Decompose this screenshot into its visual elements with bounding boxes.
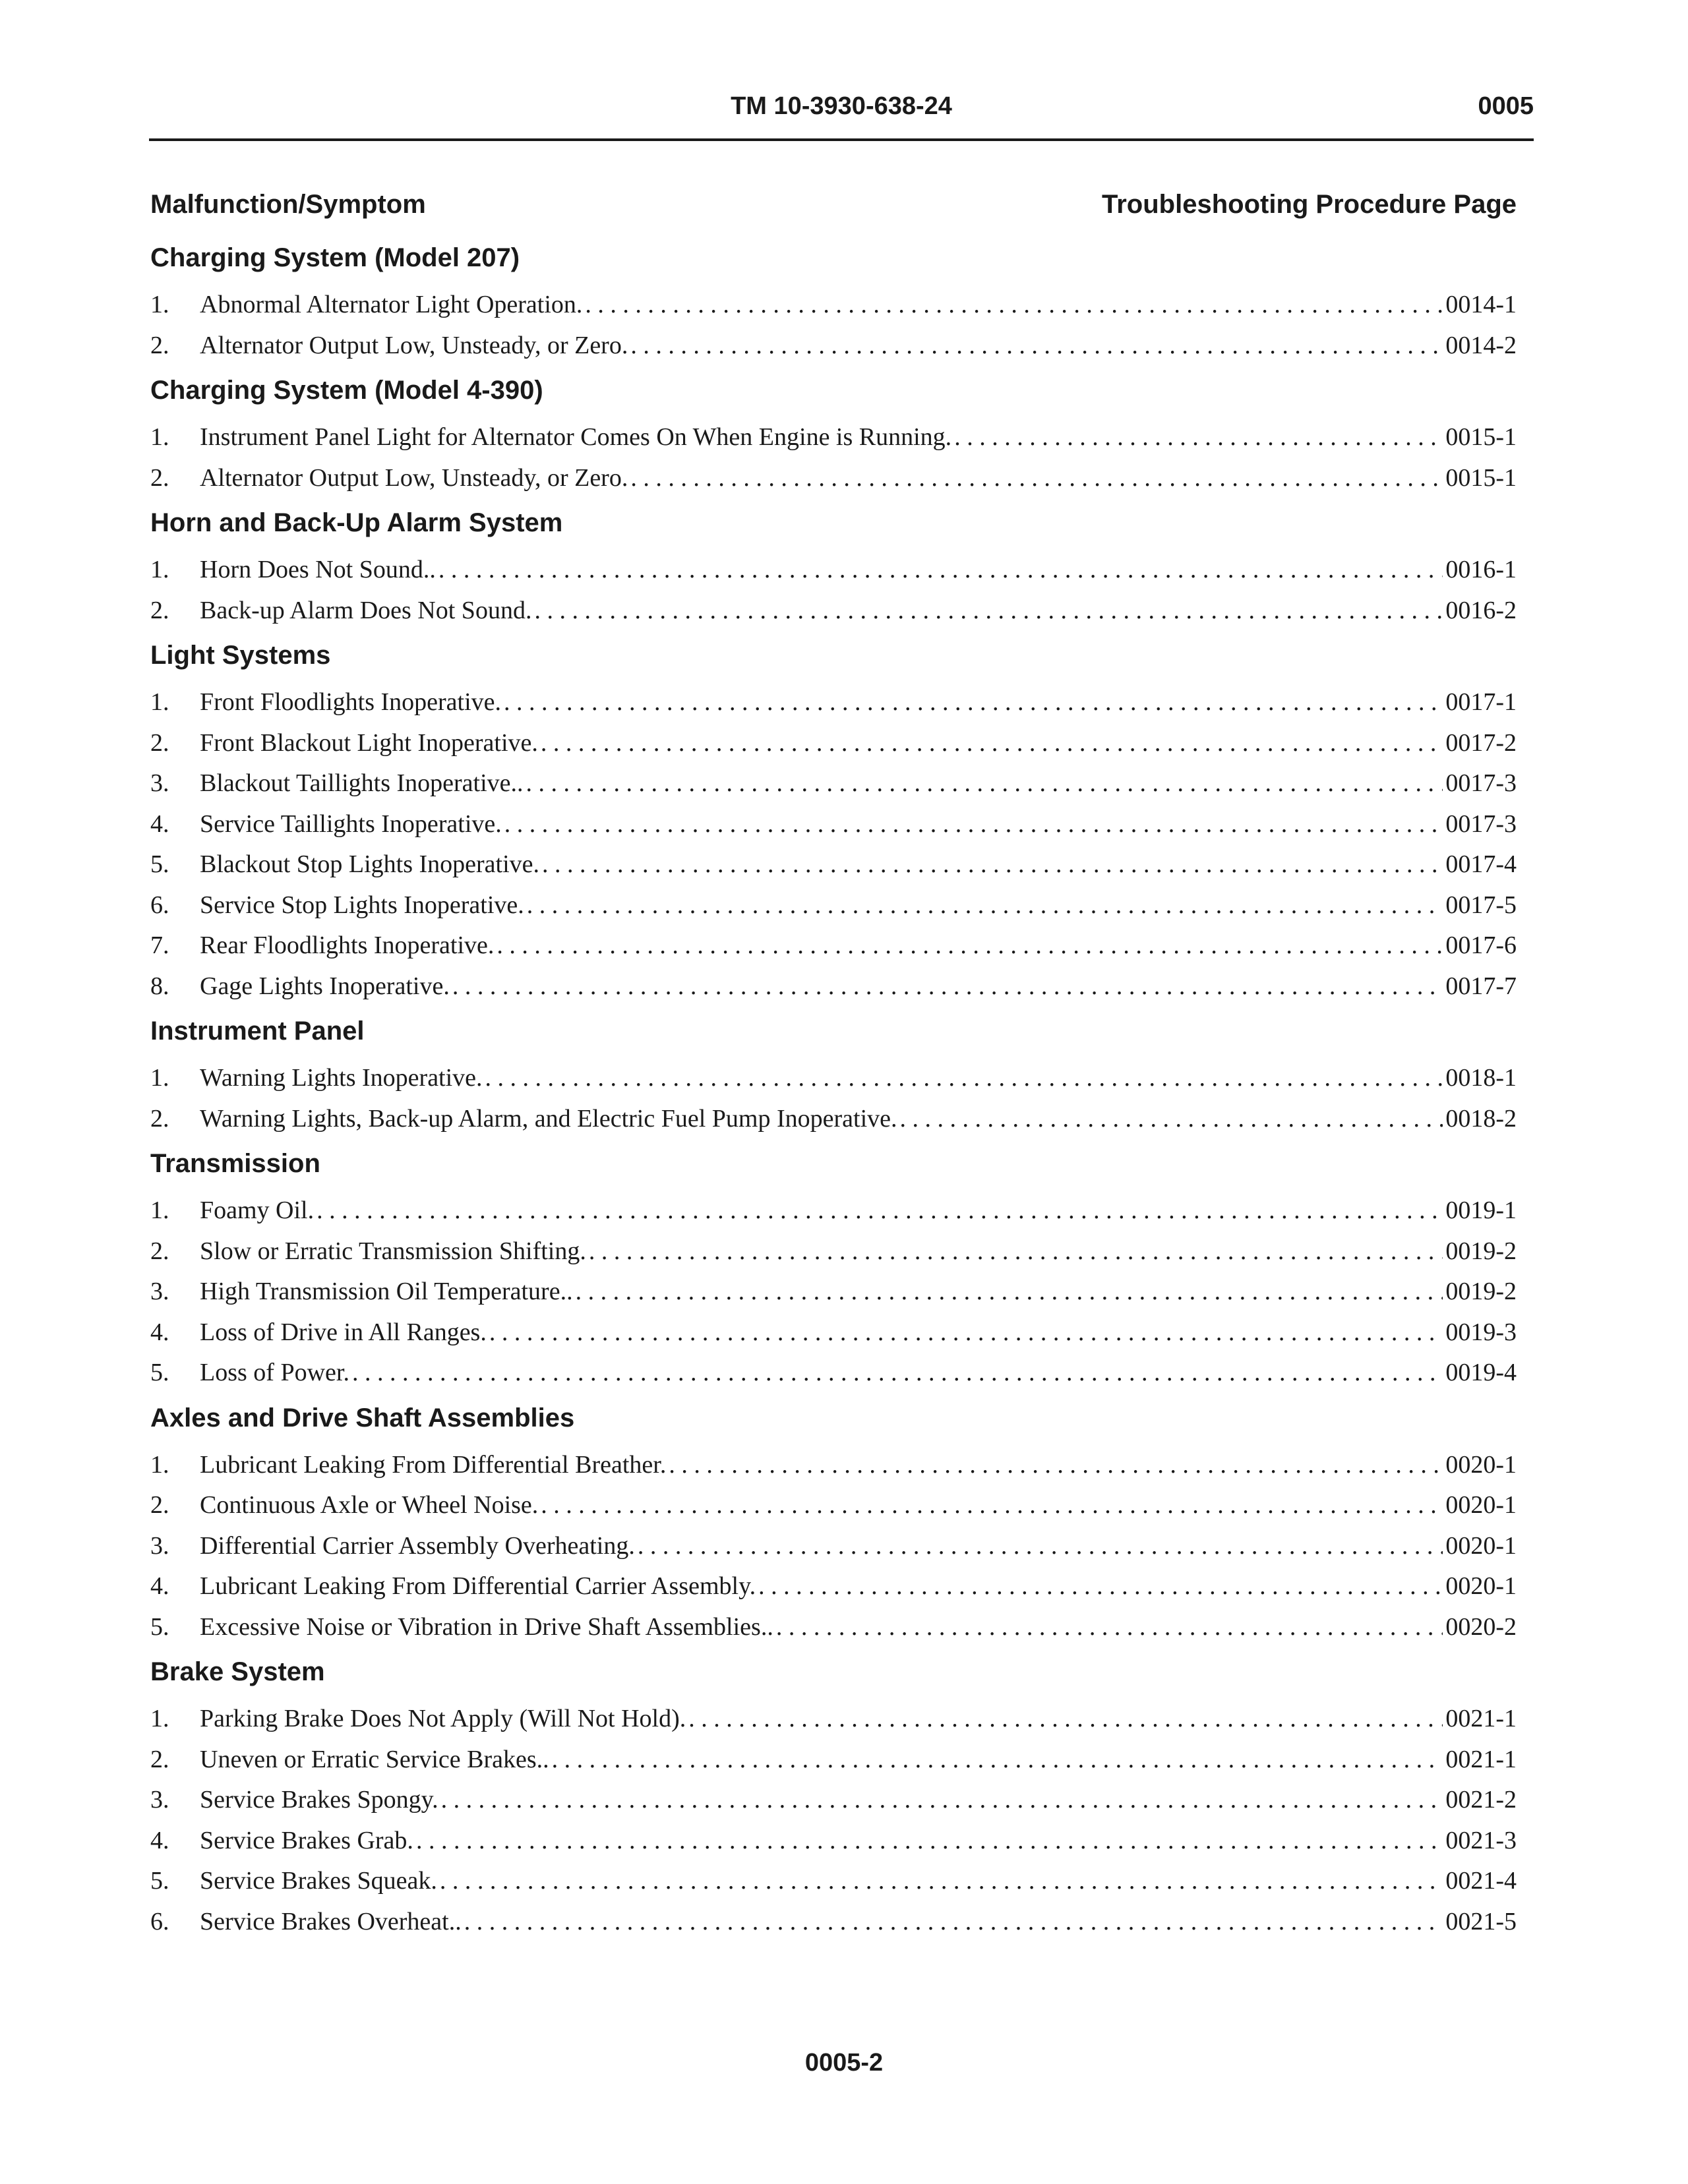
list-item	[150, 1231, 1517, 1272]
section	[150, 236, 1517, 366]
dot-leader	[758, 1566, 1443, 1607]
item-page-reference: 0021-1	[1445, 1705, 1517, 1732]
list-item	[150, 1526, 1517, 1567]
item-page-reference: 0018-2	[1445, 1104, 1517, 1133]
item-symptom: Front Floodlights Inoperative.	[200, 688, 502, 716]
page-code: 0005	[1478, 92, 1534, 120]
item-number: 4.	[150, 810, 169, 838]
item-page-reference: 0014-1	[1445, 291, 1517, 318]
item-number: 2.	[150, 1104, 169, 1133]
list-item	[150, 723, 1517, 764]
item-symptom: Lubricant Leaking From Differential Carrier Assembly.	[200, 1572, 756, 1600]
item-page-reference: 0015-1	[1445, 423, 1517, 451]
item-number: 1.	[150, 291, 169, 318]
item-symptom: Service Brakes Grab.	[200, 1826, 413, 1854]
item-page-reference: 0020-1	[1445, 1531, 1517, 1560]
item-number: 2.	[150, 1491, 169, 1519]
item-symptom: Service Stop Lights Inoperative.	[200, 891, 524, 919]
section	[150, 369, 1517, 498]
item-symptom: Service Brakes Spongy.	[200, 1786, 438, 1814]
dot-leader	[441, 1780, 1443, 1821]
column-heading-procedure-page: Troubleshooting Procedure Page	[1102, 190, 1517, 219]
item-number: 3.	[150, 1786, 169, 1814]
item-page-reference: 0019-2	[1445, 1278, 1517, 1305]
list-item	[150, 1272, 1517, 1313]
item-number: 5.	[150, 1867, 169, 1895]
item-symptom: Service Brakes Overheat..	[200, 1907, 462, 1935]
item-number: 6.	[150, 891, 169, 919]
list-item	[150, 844, 1517, 885]
list-item	[150, 285, 1517, 326]
item-number: 7.	[150, 931, 169, 959]
dot-leader	[552, 1740, 1443, 1781]
section-title: Instrument Panel	[150, 1017, 365, 1046]
item-number: 2.	[150, 1745, 169, 1773]
list-item	[150, 458, 1517, 499]
item-symptom: Excessive Noise or Vibration in Drive Shaft Assemblies..	[200, 1612, 773, 1641]
section	[150, 1650, 1517, 1942]
item-number: 2.	[150, 1237, 169, 1265]
item-number: 4.	[150, 1572, 169, 1600]
item-number: 1.	[150, 556, 169, 583]
list-item	[150, 1740, 1517, 1781]
item-page-reference: 0017-3	[1445, 810, 1517, 838]
item-number: 3.	[150, 1531, 169, 1560]
item-number: 1.	[150, 1705, 169, 1732]
item-number: 1.	[150, 1064, 169, 1092]
dot-leader	[630, 458, 1443, 499]
item-symptom: Uneven or Erratic Service Brakes..	[200, 1745, 549, 1773]
section	[150, 634, 1517, 1007]
item-symptom: Warning Lights Inoperative.	[200, 1064, 483, 1092]
list-item	[150, 1353, 1517, 1394]
item-symptom: Warning Lights, Back-up Alarm, and Electric Fuel Pump Inoperative.	[200, 1104, 897, 1133]
item-symptom: Rear Floodlights Inoperative.	[200, 931, 495, 959]
dot-leader	[669, 1445, 1443, 1486]
dot-leader	[440, 1861, 1443, 1902]
list-item	[150, 1902, 1517, 1943]
item-number: 8.	[150, 972, 169, 1000]
dot-leader	[585, 285, 1443, 326]
item-number: 5.	[150, 1359, 169, 1386]
item-number: 2.	[150, 728, 169, 757]
item-page-reference: 0017-2	[1445, 728, 1517, 757]
item-page-reference: 0021-3	[1445, 1826, 1517, 1854]
list-item	[150, 326, 1517, 367]
item-page-reference: 0021-1	[1445, 1745, 1517, 1773]
item-symptom: Horn Does Not Sound..	[200, 556, 436, 583]
item-symptom: Front Blackout Light Inoperative.	[200, 728, 538, 757]
item-number: 5.	[150, 850, 169, 878]
item-symptom: Continuous Axle or Wheel Noise.	[200, 1491, 539, 1519]
section	[150, 501, 1517, 631]
item-number: 5.	[150, 1612, 169, 1641]
item-symptom: Service Brakes Squeak.	[200, 1867, 437, 1895]
dot-leader	[452, 966, 1443, 1007]
list-item	[150, 682, 1517, 723]
item-symptom: Lubricant Leaking From Differential Breather.	[200, 1450, 667, 1479]
dot-leader	[464, 1902, 1443, 1943]
item-symptom: Foamy Oil.	[200, 1196, 315, 1224]
list-item	[150, 1861, 1517, 1902]
list-item	[150, 1485, 1517, 1526]
item-number: 6.	[150, 1907, 169, 1935]
item-page-reference: 0021-2	[1445, 1786, 1517, 1814]
troubleshooting-index	[150, 236, 1517, 1942]
page-header	[149, 86, 1534, 141]
item-number: 2.	[150, 596, 169, 624]
dot-leader	[576, 1272, 1443, 1313]
list-item	[150, 926, 1517, 966]
dot-leader	[438, 550, 1443, 591]
item-number: 3.	[150, 1278, 169, 1305]
item-symptom: Loss of Power.	[200, 1359, 349, 1386]
dot-leader	[776, 1607, 1443, 1648]
list-item	[150, 1780, 1517, 1821]
column-headings	[150, 190, 1517, 225]
section	[150, 1396, 1517, 1648]
item-number: 2.	[150, 331, 169, 359]
list-item	[150, 885, 1517, 926]
dot-leader	[352, 1353, 1443, 1394]
item-number: 2.	[150, 463, 169, 492]
item-page-reference: 0019-4	[1445, 1359, 1517, 1386]
dot-leader	[954, 417, 1443, 458]
item-page-reference: 0019-3	[1445, 1318, 1517, 1346]
dot-leader	[589, 1231, 1443, 1272]
item-symptom: Slow or Erratic Transmission Shifting.	[200, 1237, 586, 1265]
section-title: Transmission	[150, 1149, 320, 1178]
dot-leader	[526, 763, 1443, 804]
item-number: 4.	[150, 1318, 169, 1346]
section-title: Horn and Back-Up Alarm System	[150, 508, 563, 537]
item-page-reference: 0020-1	[1445, 1450, 1517, 1479]
item-number: 1.	[150, 423, 169, 451]
item-symptom: Alternator Output Low, Unsteady, or Zero.	[200, 331, 628, 359]
section-title: Charging System (Model 4-390)	[150, 376, 543, 405]
item-page-reference: 0018-1	[1445, 1064, 1517, 1092]
item-symptom: Loss of Drive in All Ranges.	[200, 1318, 487, 1346]
item-page-reference: 0015-1	[1445, 463, 1517, 492]
list-item	[150, 1821, 1517, 1862]
column-heading-malfunction: Malfunction/Symptom	[150, 190, 426, 219]
item-symptom: Alternator Output Low, Unsteady, or Zero.	[200, 463, 628, 492]
item-symptom: Differential Carrier Assembly Overheating.	[200, 1531, 635, 1560]
item-number: 3.	[150, 769, 169, 797]
item-number: 4.	[150, 1826, 169, 1854]
dot-leader	[541, 1485, 1443, 1526]
item-page-reference: 0017-5	[1445, 891, 1517, 919]
list-item	[150, 1566, 1517, 1607]
item-page-reference: 0017-1	[1445, 688, 1517, 716]
item-symptom: Blackout Stop Lights Inoperative.	[200, 850, 540, 878]
item-symptom: High Transmission Oil Temperature..	[200, 1278, 573, 1305]
item-symptom: Parking Brake Does Not Apply (Will Not Hold).	[200, 1705, 686, 1732]
section	[150, 1009, 1517, 1139]
dot-leader	[316, 1191, 1443, 1231]
list-item	[150, 804, 1517, 845]
list-item	[150, 1445, 1517, 1486]
dot-leader	[485, 1058, 1443, 1099]
dot-leader	[497, 926, 1443, 966]
item-page-reference: 0014-2	[1445, 331, 1517, 359]
dot-leader	[416, 1821, 1443, 1862]
list-item	[150, 1313, 1517, 1353]
item-symptom: Instrument Panel Light for Alternator Comes On When Engine is Running.	[200, 423, 952, 451]
dot-leader	[630, 326, 1443, 367]
dot-leader	[527, 885, 1443, 926]
dot-leader	[900, 1099, 1443, 1140]
item-page-reference: 0021-5	[1445, 1907, 1517, 1935]
dot-leader	[638, 1526, 1443, 1567]
document-number: TM 10-3930-638-24	[731, 92, 952, 120]
item-number: 1.	[150, 1196, 169, 1224]
dot-leader	[489, 1313, 1443, 1353]
item-page-reference: 0017-4	[1445, 850, 1517, 878]
list-item	[150, 550, 1517, 591]
dot-leader	[504, 682, 1443, 723]
item-page-reference: 0021-4	[1445, 1867, 1517, 1895]
list-item	[150, 417, 1517, 458]
item-page-reference: 0019-1	[1445, 1196, 1517, 1224]
item-page-reference: 0017-3	[1445, 769, 1517, 797]
list-item	[150, 1607, 1517, 1648]
dot-leader	[542, 844, 1443, 885]
item-page-reference: 0017-6	[1445, 931, 1517, 959]
section-title: Light Systems	[150, 641, 331, 670]
item-page-reference: 0020-1	[1445, 1491, 1517, 1519]
item-page-reference: 0020-1	[1445, 1572, 1517, 1600]
list-item	[150, 1699, 1517, 1740]
item-page-reference: 0016-1	[1445, 556, 1517, 583]
list-item	[150, 591, 1517, 632]
section-title: Brake System	[150, 1657, 325, 1686]
list-item	[150, 1099, 1517, 1140]
item-page-reference: 0016-2	[1445, 596, 1517, 624]
list-item	[150, 966, 1517, 1007]
dot-leader	[534, 591, 1443, 632]
item-number: 1.	[150, 688, 169, 716]
page-number: 0005-2	[804, 2049, 884, 2077]
item-symptom: Service Taillights Inoperative.	[200, 810, 502, 838]
dot-leader	[541, 723, 1443, 764]
item-page-reference: 0019-2	[1445, 1237, 1517, 1265]
list-item	[150, 1058, 1517, 1099]
item-symptom: Back-up Alarm Does Not Sound.	[200, 596, 532, 624]
section-title: Charging System (Model 207)	[150, 243, 520, 272]
section-title: Axles and Drive Shaft Assemblies	[150, 1403, 575, 1432]
list-item	[150, 1191, 1517, 1231]
item-symptom: Gage Lights Inoperative.	[200, 972, 450, 1000]
item-symptom: Abnormal Alternator Light Operation.	[200, 291, 583, 318]
section	[150, 1142, 1517, 1394]
item-page-reference: 0020-2	[1445, 1612, 1517, 1641]
item-page-reference: 0017-7	[1445, 972, 1517, 1000]
item-symptom: Blackout Taillights Inoperative..	[200, 769, 524, 797]
dot-leader	[504, 804, 1443, 845]
list-item	[150, 763, 1517, 804]
item-number: 1.	[150, 1450, 169, 1479]
dot-leader	[688, 1699, 1443, 1740]
